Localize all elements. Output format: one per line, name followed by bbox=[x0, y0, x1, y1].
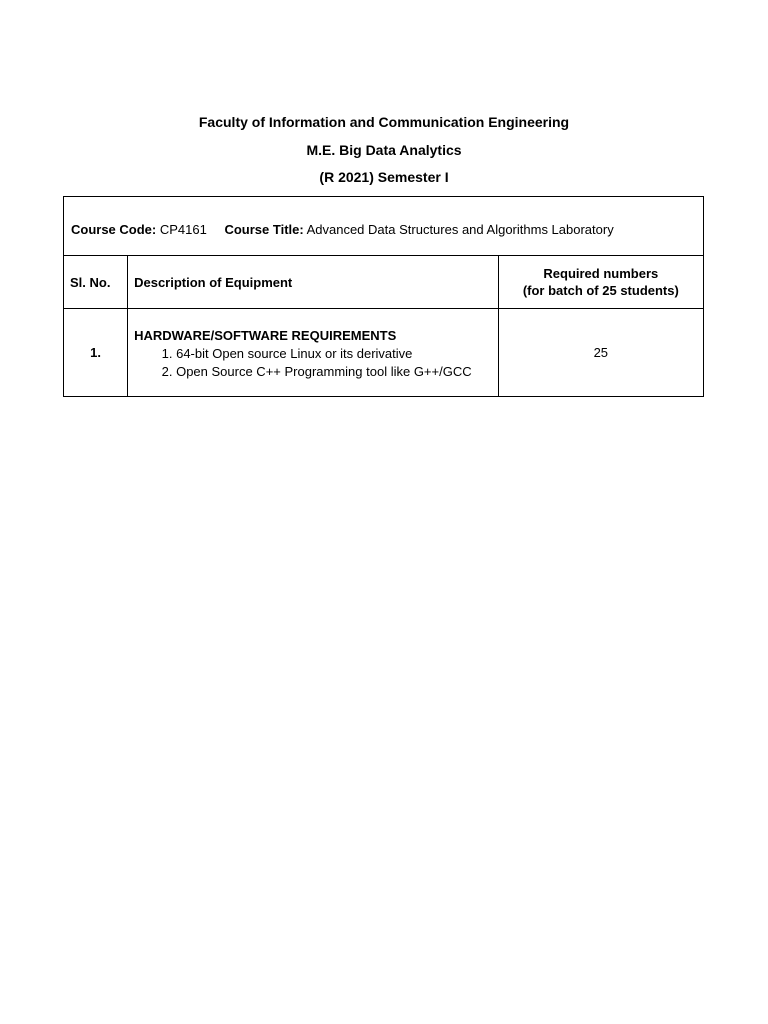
course-info-cell bbox=[64, 197, 704, 256]
header-required-line2: (for batch of 25 students) bbox=[522, 283, 679, 298]
list-item: 1. 64-bit Open source Linux or its derivative bbox=[176, 345, 498, 363]
course-title-value: Advanced Data Structures and Algorithms Laboratory bbox=[306, 221, 614, 237]
row-sl-no: 1. bbox=[64, 309, 128, 397]
header-description: Description of Equipment bbox=[128, 256, 499, 309]
course-title-label: Course Title: bbox=[224, 221, 304, 237]
faculty-title: Faculty of Information and Communication Engineering bbox=[198, 114, 570, 130]
table-row bbox=[64, 309, 704, 397]
program-title: M.E. Big Data Analytics bbox=[306, 142, 462, 158]
row-quantity: 25 bbox=[498, 309, 703, 397]
course-code-value: CP4161 bbox=[159, 221, 207, 237]
list-item: 2. Open Source C++ Programming tool like G++/GCC bbox=[176, 363, 498, 381]
requirements-list bbox=[134, 345, 498, 381]
requirements-heading: HARDWARE/SOFTWARE REQUIREMENTS bbox=[134, 327, 397, 343]
header-sl-no: Sl. No. bbox=[64, 256, 128, 309]
semester-title: (R 2021) Semester I bbox=[319, 169, 449, 185]
header-required-numbers bbox=[498, 256, 703, 309]
header-required-line1: Required numbers bbox=[543, 266, 659, 281]
table-header-row bbox=[64, 256, 704, 309]
course-code-label: Course Code: bbox=[71, 221, 157, 237]
row-description bbox=[128, 309, 499, 397]
equipment-table bbox=[63, 196, 704, 397]
course-row bbox=[64, 197, 704, 256]
